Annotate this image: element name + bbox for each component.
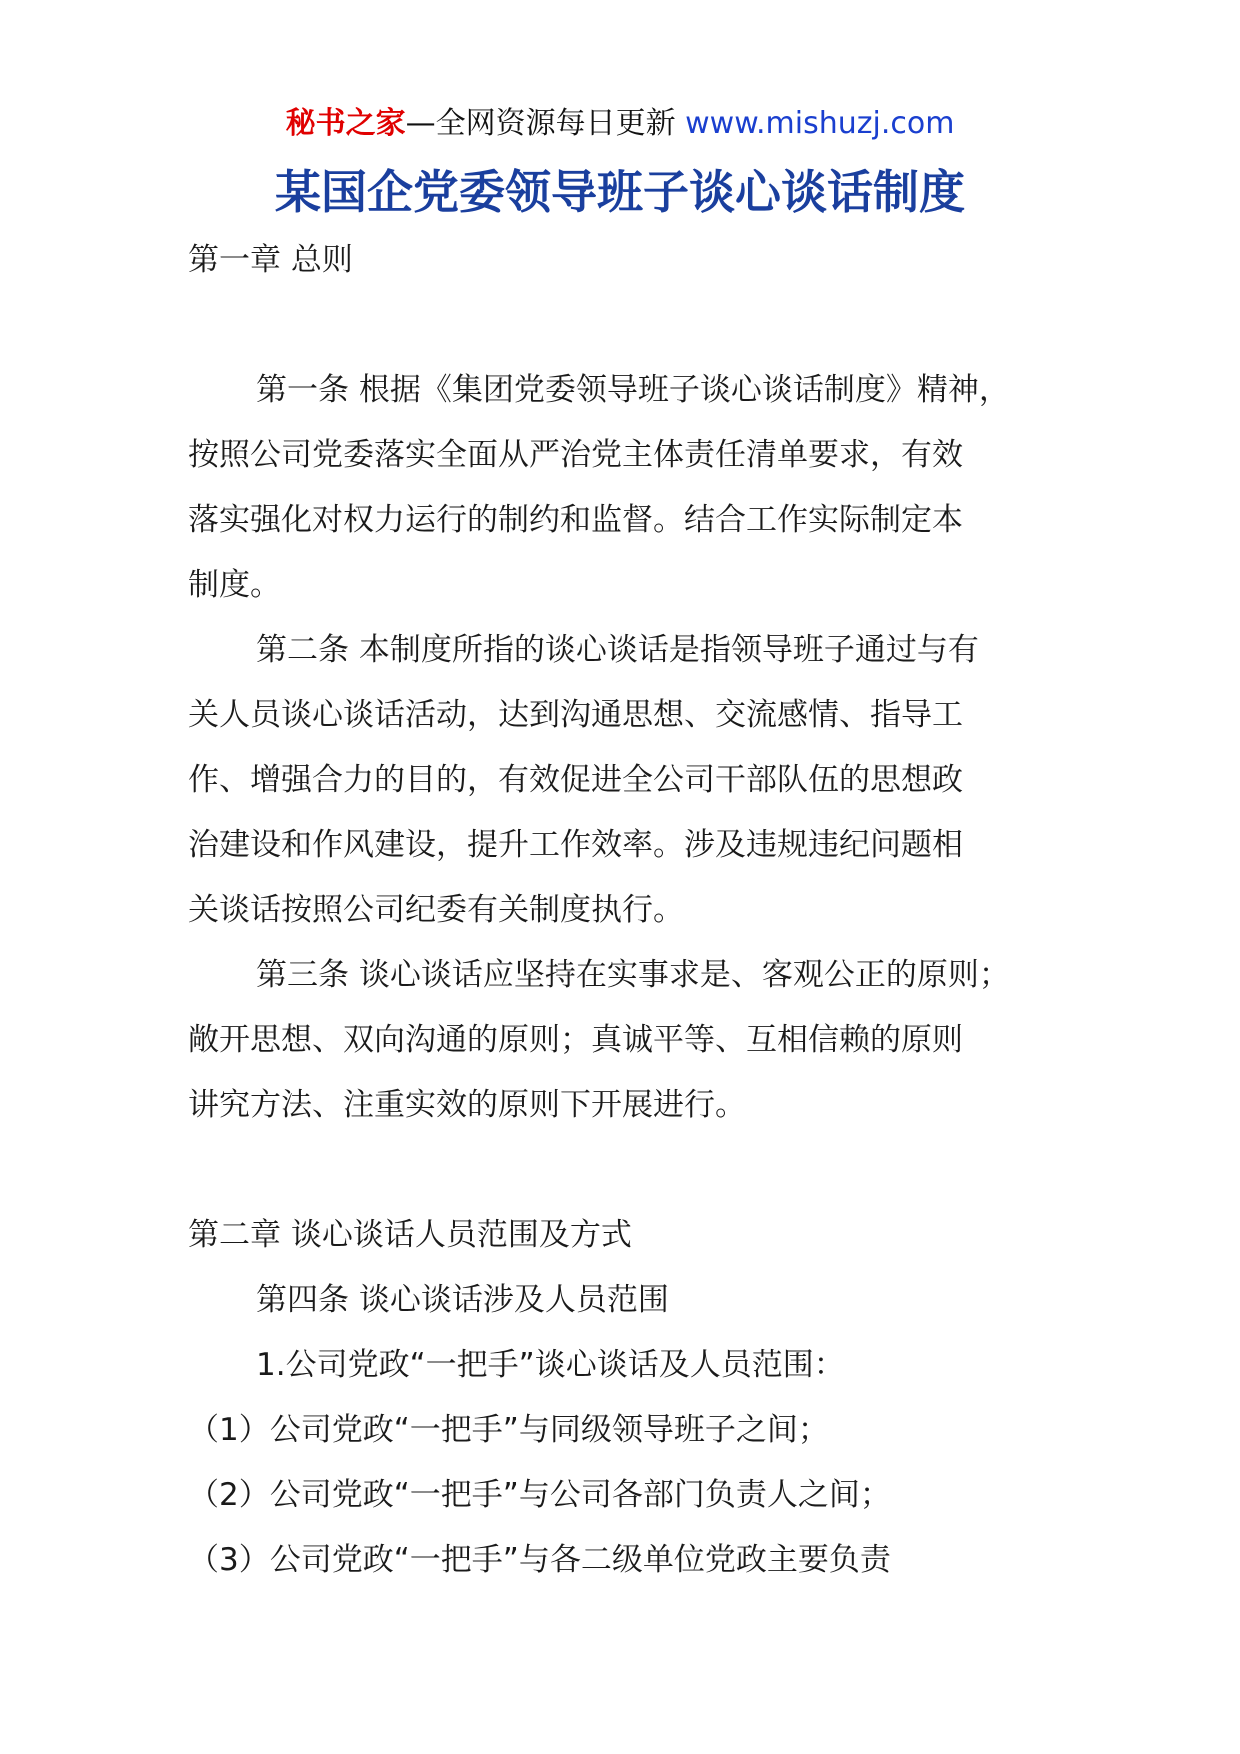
document-body xyxy=(188,228,1088,1593)
chapter-heading: 第二章 谈心谈话人员范围及方式 xyxy=(188,1217,632,1253)
site-header xyxy=(0,100,1240,148)
article-line: 讲究方法、注重实效的原则下开展进行。 xyxy=(188,1087,746,1123)
article-line: 治建设和作风建设，提升工作效率。涉及违规违纪问题相 xyxy=(188,827,963,863)
sub-list-item: （1）公司党政“一把手”与同级领导班子之间； xyxy=(188,1412,829,1448)
article-3 xyxy=(188,943,1088,1138)
article-line: 按照公司党委落实全面从严治党主体责任清单要求，有效 xyxy=(188,437,963,473)
list-item: 1.公司党政“一把手”谈心谈话及人员范围： xyxy=(256,1347,845,1383)
article-4-heading: 第四条 谈心谈话涉及人员范围 xyxy=(256,1282,669,1318)
chapter-heading: 第一章 总则 xyxy=(188,242,353,278)
site-url-link[interactable]: www.mishuzj.com xyxy=(685,106,955,141)
sub-list-item: （3）公司党政“一把手”与各二级单位党政主要负责 xyxy=(188,1542,891,1578)
article-1 xyxy=(188,358,1088,618)
article-line: 关人员谈心谈话活动，达到沟通思想、交流感情、指导工 xyxy=(188,697,963,733)
site-slogan: —全网资源每日更新 xyxy=(405,106,676,141)
article-line: 作、增强合力的目的，有效促进全公司干部队伍的思想政 xyxy=(188,762,963,798)
sub-list-item: （2）公司党政“一把手”与公司各部门负责人之间； xyxy=(188,1477,891,1513)
article-line: 第一条 根据《集团党委领导班子谈心谈话制度》精神， xyxy=(256,372,1010,408)
article-line: 落实强化对权力运行的制约和监督。结合工作实际制定本 xyxy=(188,502,963,538)
site-brand: 秘书之家 xyxy=(285,106,406,141)
article-2 xyxy=(188,618,1088,943)
article-line: 第三条 谈心谈话应坚持在实事求是、客观公正的原则； xyxy=(256,957,1010,993)
article-line: 敞开思想、双向沟通的原则；真诚平等、互相信赖的原则 xyxy=(188,1022,963,1058)
article-line: 第二条 本制度所指的谈心谈话是指领导班子通过与有 xyxy=(256,632,979,668)
article-line: 制度。 xyxy=(188,567,281,603)
article-line: 关谈话按照公司纪委有关制度执行。 xyxy=(188,892,684,928)
paragraph-gap xyxy=(188,293,1088,358)
document-title: 某国企党委领导班子谈心谈话制度 xyxy=(275,165,965,219)
paragraph-gap xyxy=(188,1138,1088,1203)
